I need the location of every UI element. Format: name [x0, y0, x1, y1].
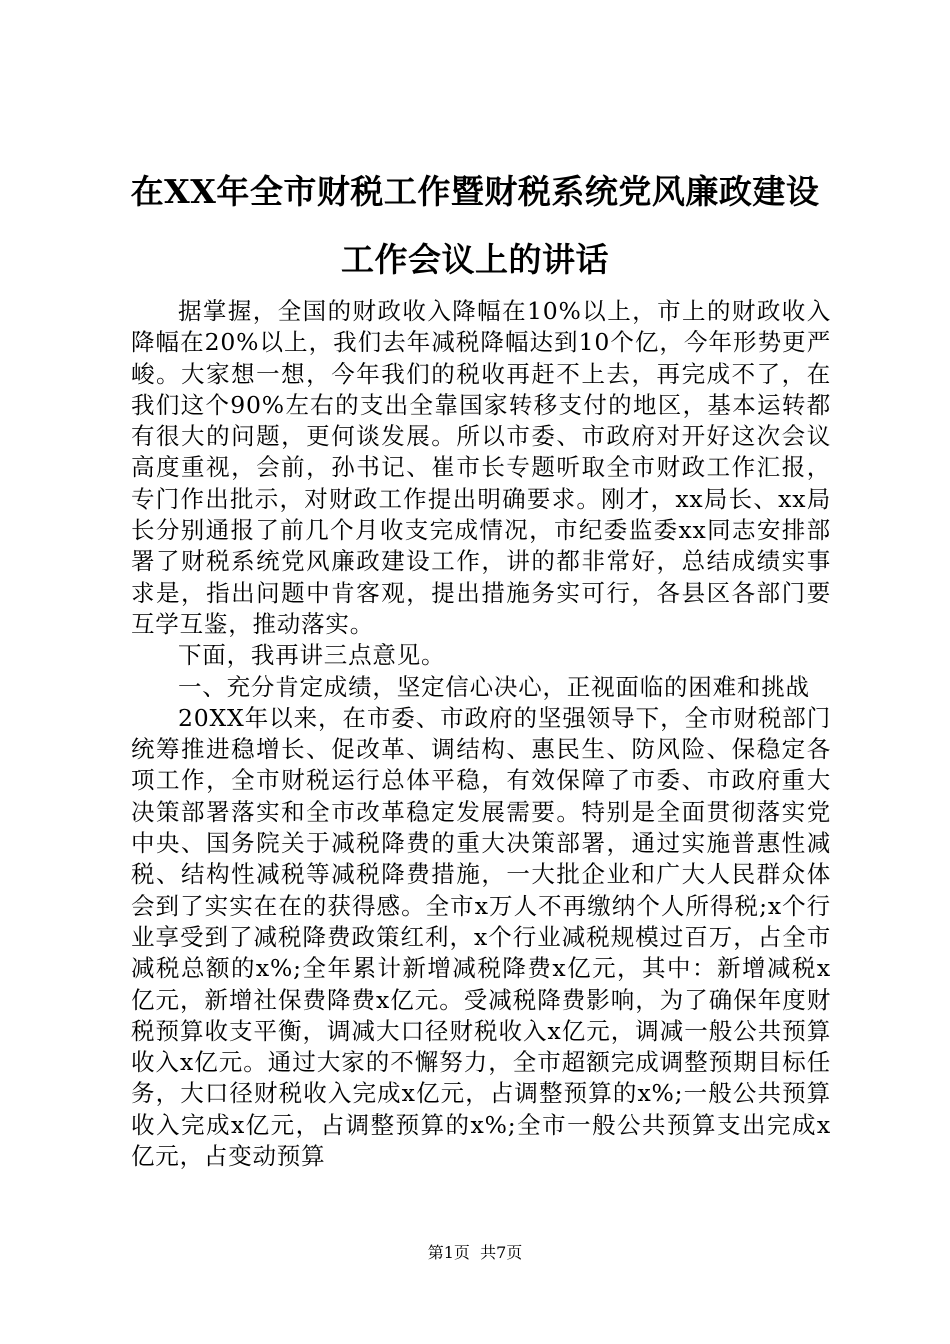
document-body — [131, 296, 831, 1172]
page-number-footer: 第1页 共7页 — [427, 1243, 523, 1262]
document-title: 在XX年全市财税工作暨财税系统党风廉政建设工作会议上的讲话 — [130, 172, 820, 279]
paragraph-transition: 下面，我再讲三点意见。 — [178, 641, 446, 670]
paragraph-achievements: 20XX年以来，在市委、市政府的坚强领导下，全市财税部门统筹推进稳增长、促改革、调结构、惠民生、防风险、保稳定各项工作，全市财税运行总体平稳，有效保障了市委、市政府重大决策部署落实和全市改革稳定发展需要。特别是全面贯彻落实党中央、国务院关于减税降费的重大决策部署，通过实施普惠性减税、结构性减税等减税降费措施，一大批企业和广大人民群众体会到了实实在在的获得感。全市x万人不再缴纳个人所得税;x个行业享受到了减税降费政策红利，x个行业减税规模过百万，占全市减税总额的x%;全年累计新增减税降费x亿元，其中：新增减税x亿元，新增社保费降费x亿元。受减税降费影响，为了确保年度财税预算收支平衡，调减大口径财税收入x亿元，调减一般公共预算收入x亿元。通过大家的不懈努力，全市超额完成调整预期目标任务，大口径财税收入完成x亿元，占调整预算的x%;一般公共预算收入完成x亿元，占调整预算的x%;全市一般公共预算支出完成x亿元，占变动预算 — [131, 703, 831, 1171]
section-heading-1: 一、充分肯定成绩，坚定信心决心，正视面临的困难和挑战 — [178, 672, 810, 701]
paragraph-intro: 据掌握，全国的财政收入降幅在10%以上，市上的财政收入降幅在20%以上，我们去年减税降幅达到10个亿，今年形势更严峻。大家想一想，今年我们的税收再赶不上去，再完成不了，在我们这个90%左右的支出全靠国家转移支付的地区，基本运转都有很大的问题，更何谈发展。所以市委、市政府对开好这次会议高度重视，会前，孙书记、崔市长专题听取全市财政工作汇报，专门作出批示，对财政工作提出明确要求。刚才，xx局长、xx局长分别通报了前几个月收支完成情况，市纪委监委xx同志安排部署了财税系统党风廉政建设工作，讲的都非常好，总结成绩实事求是，指出问题中肯客观，提出措施务实可行，各县区各部门要互学互鉴，推动落实。 — [131, 297, 831, 638]
